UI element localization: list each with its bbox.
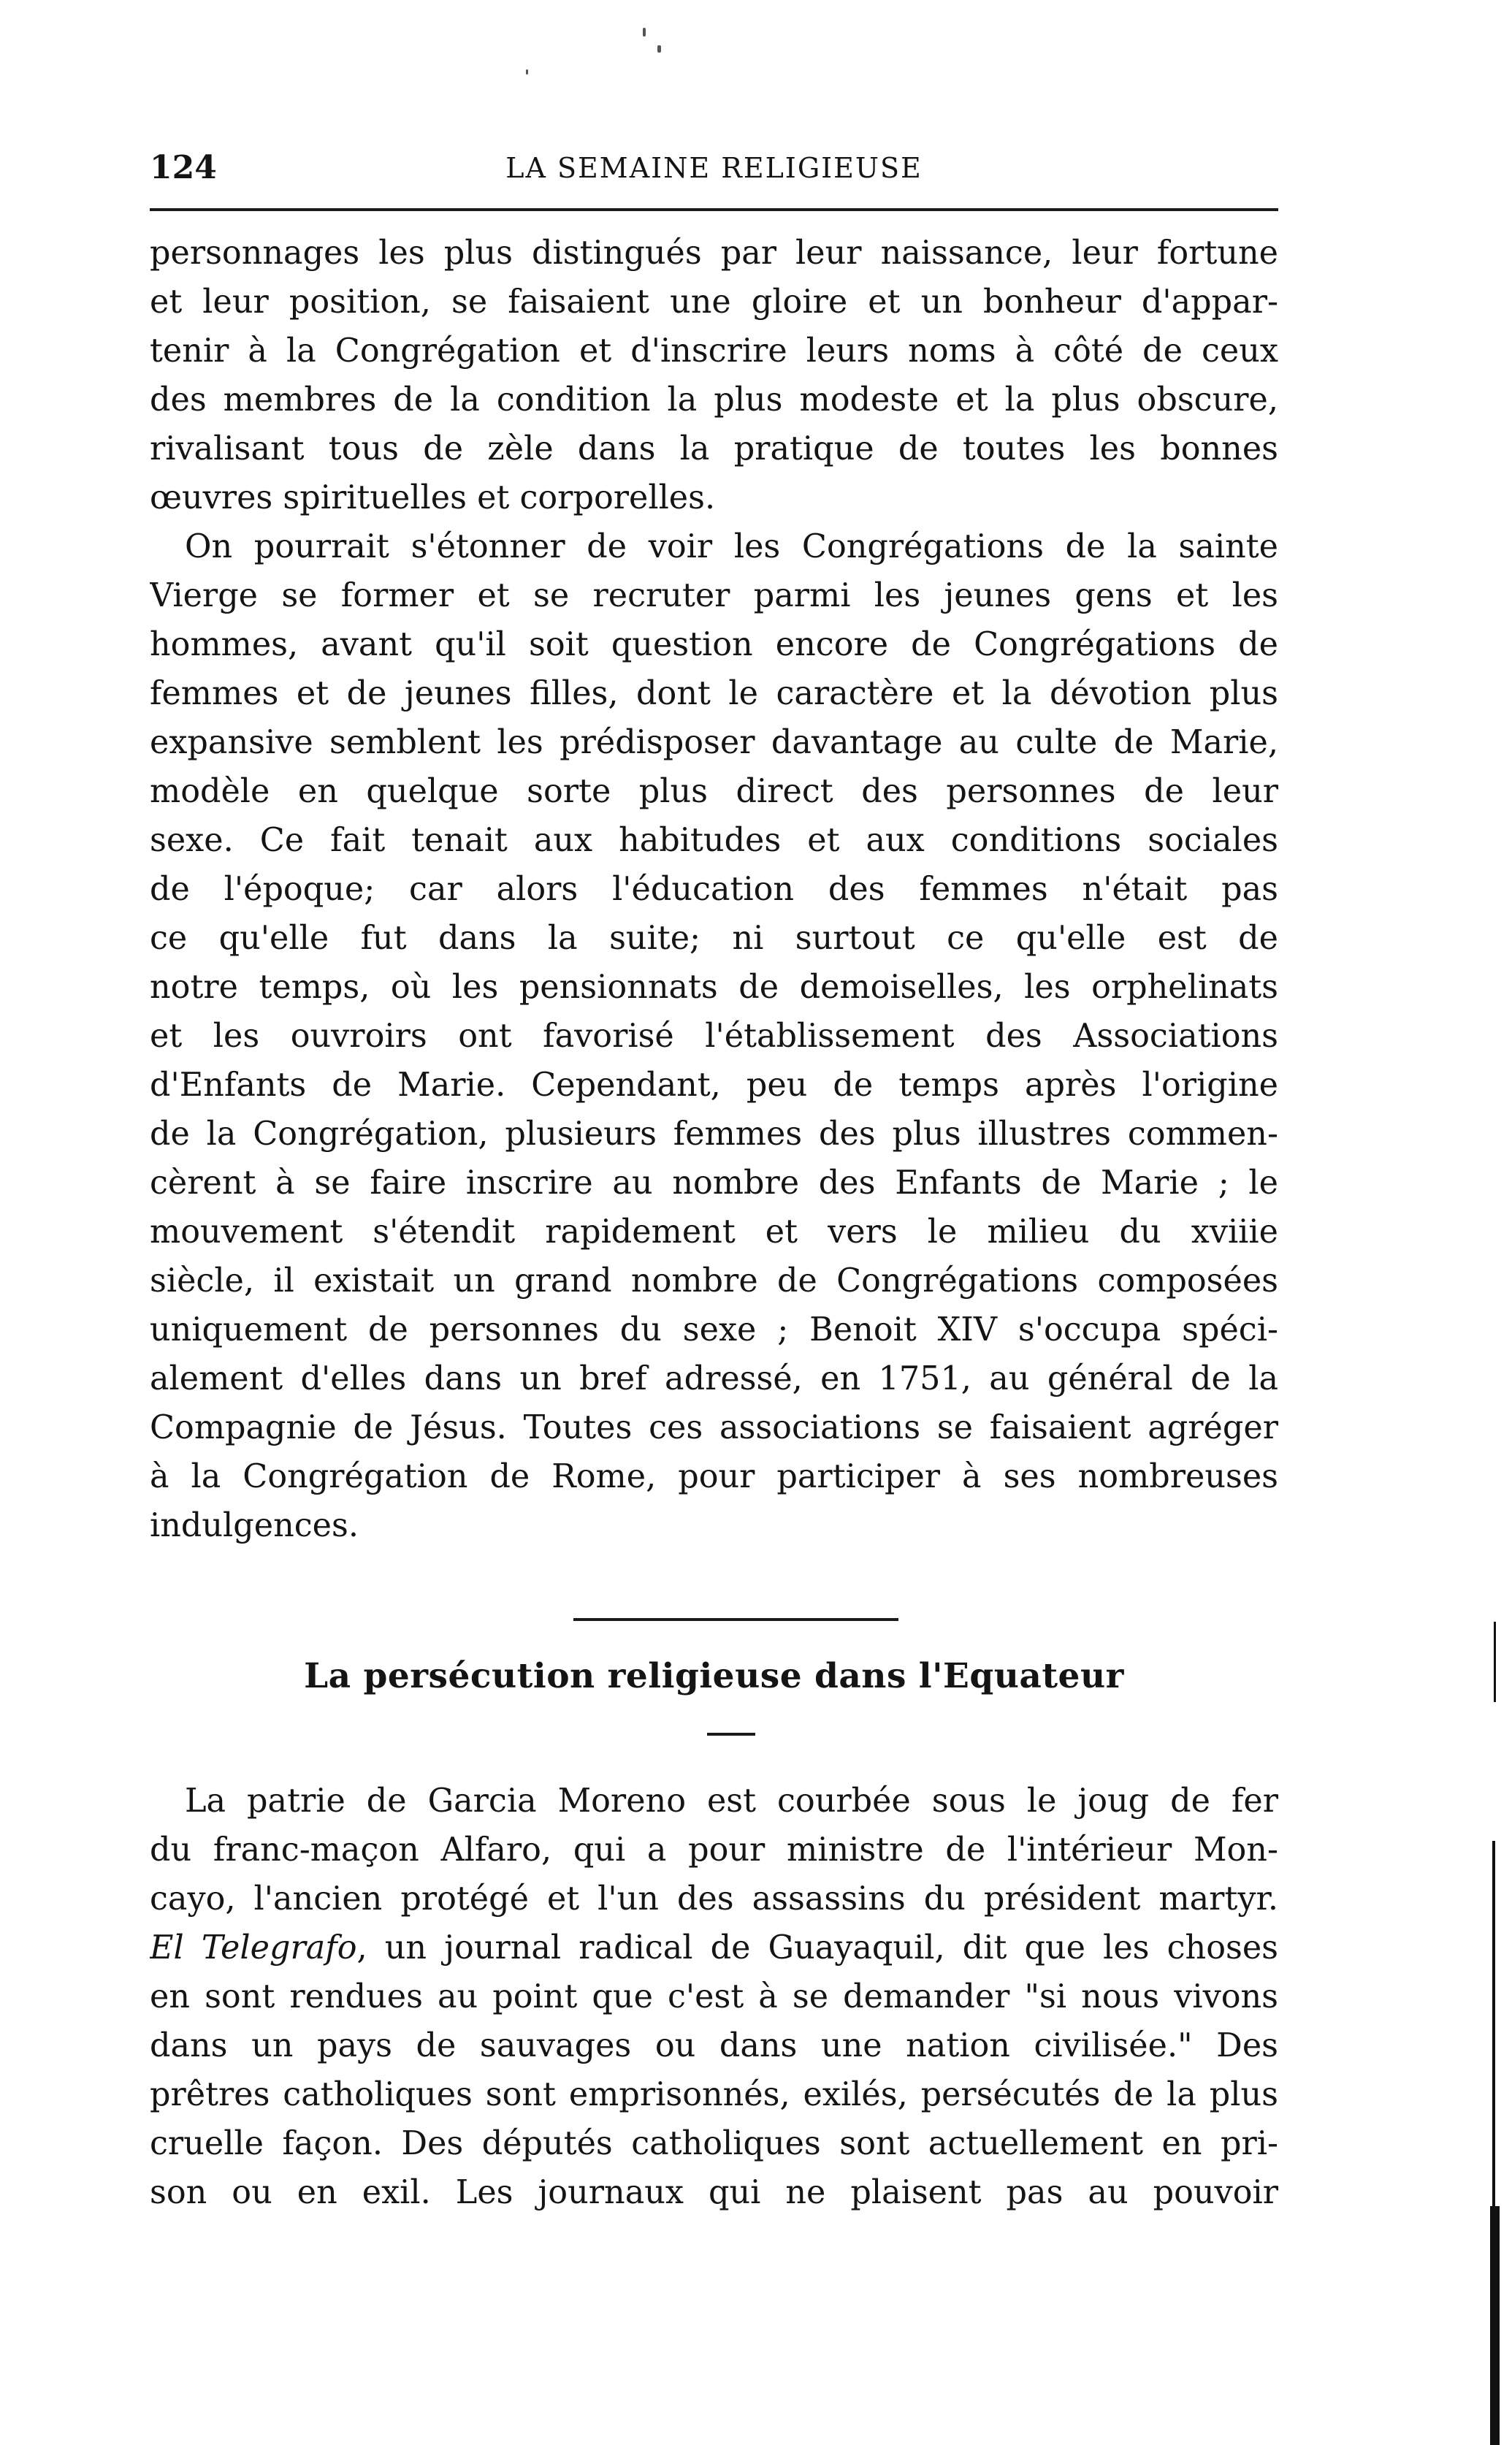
text-line: siècle, il existait un grand nombre de Congrégations composées <box>150 1262 1278 1300</box>
scan-edge-mark <box>1490 2206 1500 2445</box>
text-run: , un journal radical de Guayaquil, dit que les choses <box>356 1929 1278 1967</box>
text-line: cruelle façon. Des députés catholiques sont actuellement en pri- <box>150 2125 1278 2162</box>
text-line: et leur position, se faisaient une gloire et un bonheur d'appar- <box>150 283 1278 321</box>
text-line: uniquement de personnes du sexe ; Benoit XIV s'occupa spéci- <box>150 1311 1278 1349</box>
section-separator-rule <box>573 1618 898 1621</box>
text-line: et les ouvroirs ont favorisé l'établissement des Associations <box>150 1018 1278 1055</box>
text-line: mouvement s'étendit rapidement et vers le milieu du xviiie <box>150 1213 1278 1251</box>
newspaper-title: El Telegrafo <box>150 1929 357 1967</box>
text-line: du franc-maçon Alfaro, qui a pour ministre de l'intérieur Mon- <box>150 1831 1278 1869</box>
text-line: modèle en quelque sorte plus direct des personnes de leur <box>150 773 1278 810</box>
text-line: On pourrait s'étonner de voir les Congrégations de la sainte <box>185 528 1278 565</box>
running-title: LA SEMAINE RELIGIEUSE <box>505 152 923 184</box>
header-rule <box>150 208 1278 211</box>
page-number: 124 <box>150 149 217 186</box>
text-line: sexe. Ce fait tenait aux habitudes et aux conditions sociales <box>150 822 1278 859</box>
text-line-with-italic <box>150 1923 1278 1972</box>
text-line: cayo, l'ancien protégé et l'un des assassins du président martyr. <box>150 1880 1278 1918</box>
text-line: d'Enfants de Marie. Cependant, peu de temps après l'origine <box>150 1067 1278 1104</box>
text-block-continuation <box>150 229 1278 1550</box>
text-line: prêtres catholiques sont emprisonnés, exilés, persécutés de la plus <box>150 2076 1278 2113</box>
text-line: œuvres spirituelles et corporelles. <box>150 479 716 516</box>
text-line: hommes, avant qu'il soit question encore de Congrégations de <box>150 626 1278 663</box>
scan-edge-mark <box>1494 1622 1496 1702</box>
text-line: notre temps, où les pensionnats de demoiselles, les orphelinats <box>150 969 1278 1006</box>
text-line: cèrent à se faire inscrire au nombre des Enfants de Marie ; le <box>150 1164 1278 1202</box>
text-line: femmes et de jeunes filles, dont le caractère et la dévotion plus <box>150 675 1278 712</box>
text-line: La patrie de Garcia Moreno est courbée sous le joug de fer <box>185 1782 1278 1820</box>
text-line: rivalisant tous de zèle dans la pratique de toutes les bonnes <box>150 430 1278 468</box>
scan-speck <box>526 69 528 75</box>
title-dash <box>707 1733 755 1736</box>
text-line: personnages les plus distingués par leur naissance, leur fortune <box>150 234 1278 272</box>
text-line: des membres de la condition la plus modeste et la plus obscure, <box>150 381 1278 419</box>
text-line: Compagnie de Jésus. Toutes ces associations se faisaient agréger <box>150 1409 1278 1446</box>
text-line: son ou en exil. Les journaux qui ne plaisent pas au pouvoir <box>150 2174 1278 2211</box>
text-line: de la Congrégation, plusieurs femmes des plus illustres commen- <box>150 1115 1278 1153</box>
text-line: de l'époque; car alors l'éducation des femmes n'était pas <box>150 871 1278 908</box>
text-line: dans un pays de sauvages ou dans une nation civilisée." Des <box>150 2027 1278 2064</box>
text-line: tenir à la Congrégation et d'inscrire leurs noms à côté de ceux <box>150 332 1278 370</box>
section-title: La persécution religieuse dans l'Equateur <box>304 1656 1124 1696</box>
text-line: Vierge se former et se recruter parmi les jeunes gens et les <box>150 577 1278 614</box>
text-line: indulgences. <box>150 1507 359 1544</box>
text-line: ce qu'elle fut dans la suite; ni surtout ce qu'elle est de <box>150 920 1278 957</box>
text-line: expansive semblent les prédisposer davantage au culte de Marie, <box>150 724 1278 761</box>
scan-speck <box>643 28 646 37</box>
text-block-article <box>150 1777 1278 2217</box>
text-line: à la Congrégation de Rome, pour participer à ses nombreuses <box>150 1458 1278 1495</box>
text-line: alement d'elles dans un bref adressé, en 1751, au général de la <box>150 1360 1278 1397</box>
running-head <box>150 142 1278 194</box>
scan-speck <box>657 45 661 53</box>
text-line: en sont rendues au point que c'est à se demander "si nous vivons <box>150 1978 1278 2015</box>
